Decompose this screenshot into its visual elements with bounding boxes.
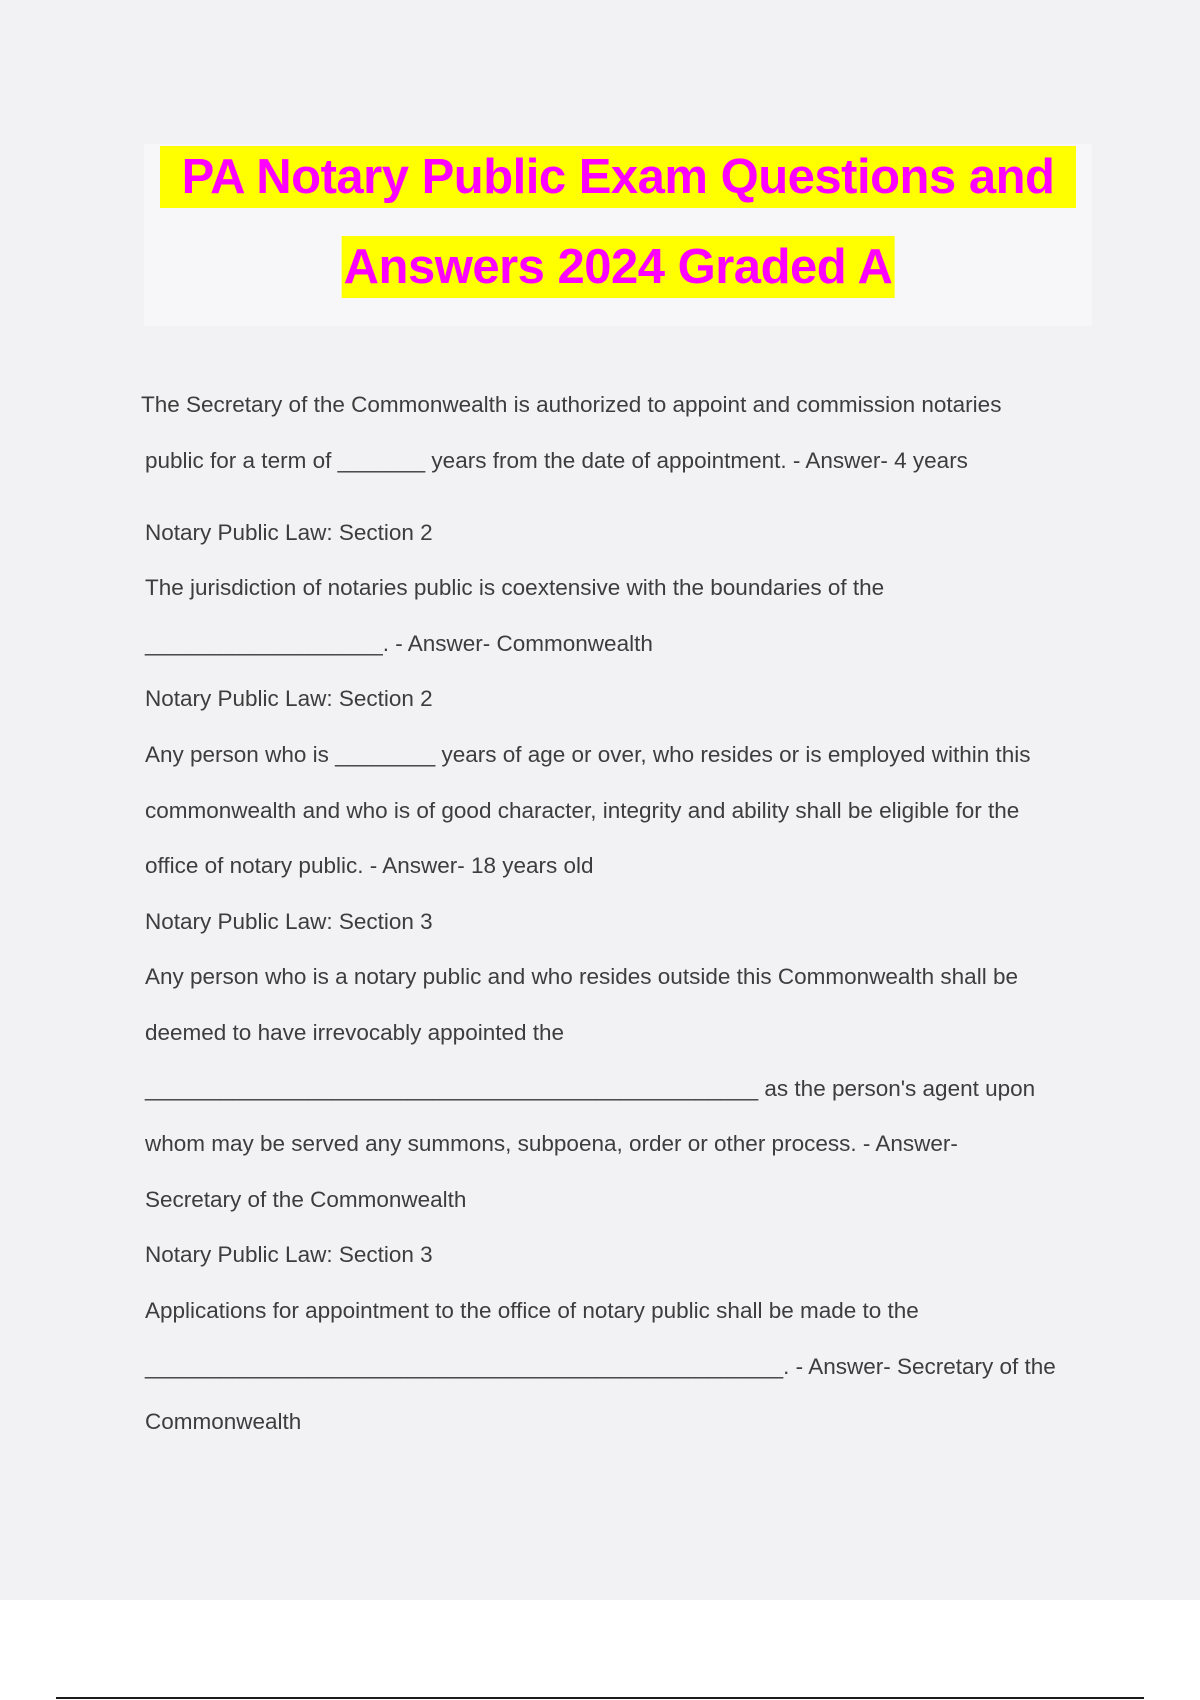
footer-divider bbox=[56, 1697, 1144, 1699]
section-reference: Notary Public Law: Section 3 bbox=[145, 909, 433, 934]
section-reference: Notary Public Law: Section 2 bbox=[145, 520, 433, 545]
section-reference: Notary Public Law: Section 2 bbox=[145, 686, 433, 711]
title-block bbox=[144, 144, 1092, 326]
question-4-line-2: deemed to have irrevocably appointed the bbox=[145, 1020, 565, 1045]
question-5-line-1: Applications for appointment to the office of notary public shall be made to the bbox=[145, 1298, 919, 1323]
question-5-line-2: ___________________________________________________. - Answer- Secretary of the bbox=[145, 1354, 1056, 1379]
question-4-line-4: whom may be served any summons, subpoena, order or other process. - Answer- bbox=[145, 1131, 958, 1156]
question-2-line-2: ___________________. - Answer- Commonwealth bbox=[145, 631, 653, 656]
question-3-line-3: office of notary public. - Answer- 18 years old bbox=[145, 853, 594, 878]
question-2-line-1: The jurisdiction of notaries public is coextensive with the boundaries of the bbox=[145, 575, 885, 600]
question-3-line-2: commonwealth and who is of good character, integrity and ability shall be eligible for the bbox=[145, 798, 1020, 823]
document-title-line-1: PA Notary Public Exam Questions and bbox=[160, 146, 1076, 208]
section-reference: Notary Public Law: Section 3 bbox=[145, 1242, 433, 1267]
question-3-line-1: Any person who is ________ years of age or over, who resides or is employed within this bbox=[145, 742, 1031, 767]
question-4-line-1: Any person who is a notary public and who resides outside this Commonwealth shall be bbox=[145, 964, 1018, 989]
question-5-line-3: Commonwealth bbox=[145, 1409, 302, 1434]
question-4-line-5: Secretary of the Commonwealth bbox=[145, 1187, 467, 1212]
document-title-line-2: Answers 2024 Graded A bbox=[342, 236, 895, 298]
question-1-line-1: The Secretary of the Commonwealth is authorized to appoint and commission notaries bbox=[141, 392, 1002, 417]
question-4-line-3: _________________________________________________ as the person's agent upon bbox=[145, 1076, 1036, 1101]
question-1-line-2: public for a term of _______ years from the date of appointment. - Answer- 4 years bbox=[145, 448, 968, 473]
